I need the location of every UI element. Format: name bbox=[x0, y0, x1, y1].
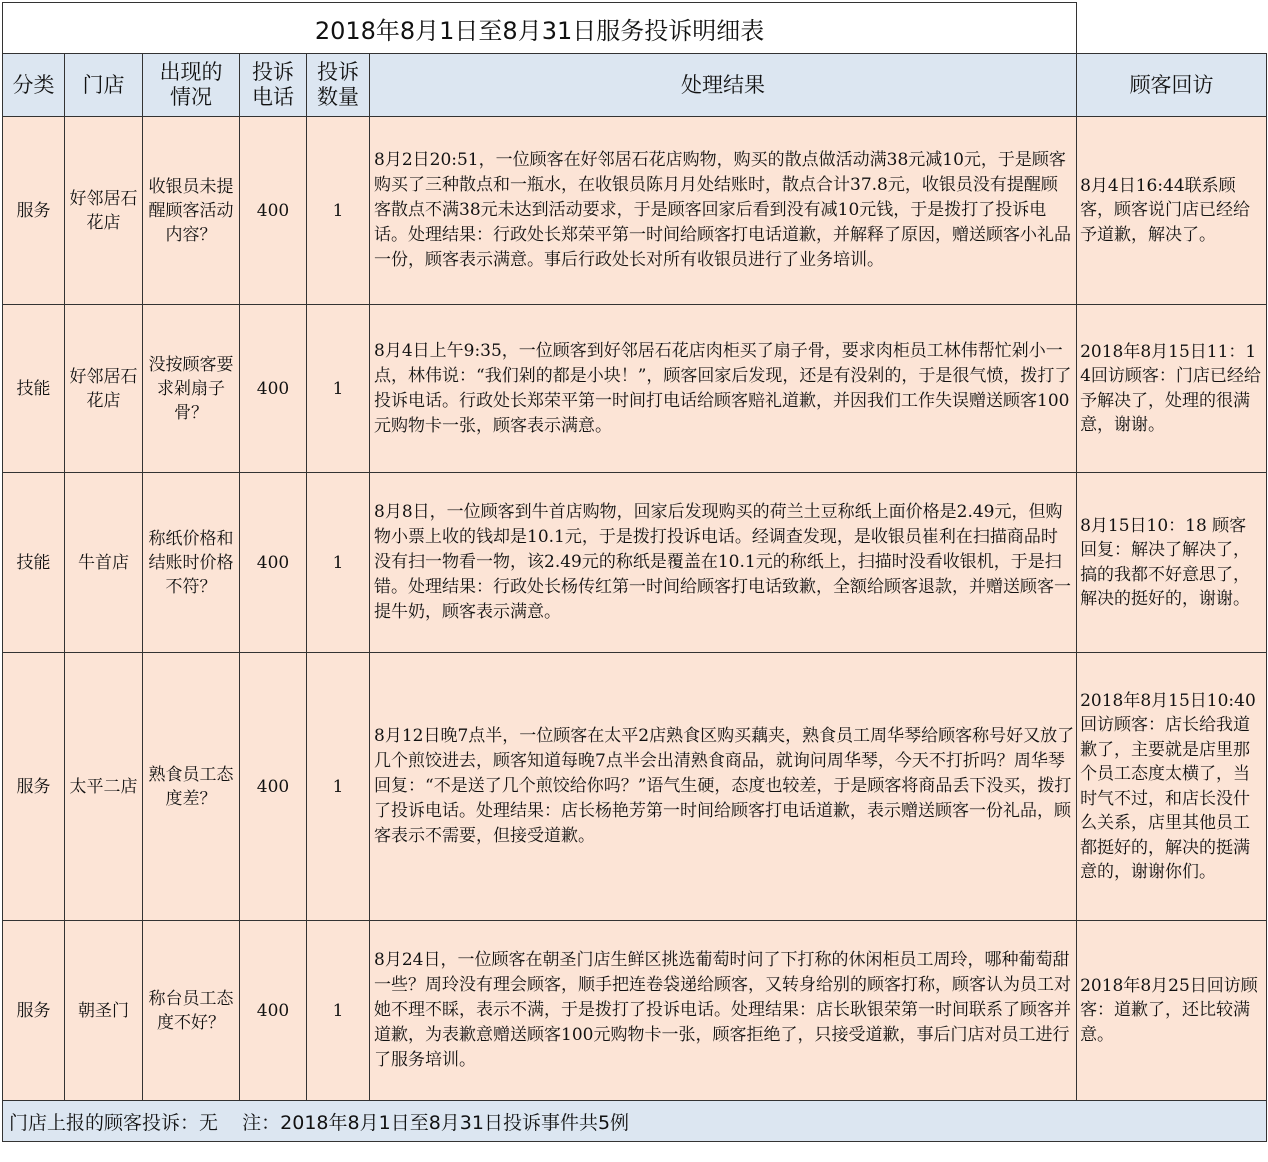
complaint-table bbox=[2, 2, 1267, 1142]
header-phone: 投诉电话 bbox=[240, 54, 307, 117]
cell-phone: 400 bbox=[240, 921, 307, 1101]
cell-result: 8月2日20:51，一位顾客在好邻居石花店购物，购买的散点做活动满38元减10元，于是顾客购买了三种散点和一瓶水，在收银员陈月月处结账时，散点合计37.8元，收银员没有提醒顾客散点不满38元未达到活动要求，于是顾客回家后看到没有减10元钱，于是拨打了投诉电话。处理结果：行政处长郑荣平第一时间给顾客打电话道歉，并解释了原因，赠送顾客小礼品一份，顾客表示满意。事后行政处长对所有收银员进行了业务培训。 bbox=[370, 117, 1077, 305]
header-revisit: 顾客回访 bbox=[1077, 54, 1267, 117]
footer-note: 门店上报的顾客投诉：无 注：2018年8月1日至8月31日投诉事件共5例 bbox=[3, 1101, 1267, 1142]
cell-phone: 400 bbox=[240, 653, 307, 921]
cell-result: 8月4日上午9:35，一位顾客到好邻居石花店肉柜买了扇子骨，要求肉柜员工林伟帮忙剁小一点，林伟说：“我们剁的都是小块！”，顾客回家后发现，还是有没剁的，于是很气愤，拨打了投诉电话。行政处长郑荣平第一时间打电话给顾客赔礼道歉，并因我们工作失误赠送顾客100元购物卡一张，顾客表示满意。 bbox=[370, 305, 1077, 473]
header-category: 分类 bbox=[3, 54, 65, 117]
cell-store: 牛首店 bbox=[65, 473, 143, 653]
cell-situation: 收银员未提醒顾客活动内容？ bbox=[143, 117, 240, 305]
cell-situation: 熟食员工态度差？ bbox=[143, 653, 240, 921]
cell-count: 1 bbox=[307, 921, 370, 1101]
cell-count: 1 bbox=[307, 117, 370, 305]
header-row bbox=[3, 54, 1267, 117]
header-store: 门店 bbox=[65, 54, 143, 117]
cell-result: 8月12日晚7点半，一位顾客在太平2店熟食区购买藕夹，熟食员工周华琴给顾客称号好又放了几个煎饺进去，顾客知道每晚7点半会出清熟食商品，就询问周华琴，今天不打折吗？周华琴回复：“不是送了几个煎饺给你吗？”语气生硬，态度也较差，于是顾客将商品丢下没买，拨打了投诉电话。处理结果：店长杨艳芳第一时间给顾客打电话道歉，表示赠送顾客一份礼品，顾客表示不需要，但接受道歉。 bbox=[370, 653, 1077, 921]
table-row bbox=[3, 653, 1267, 921]
cell-result: 8月8日，一位顾客到牛首店购物，回家后发现购买的荷兰土豆称纸上面价格是2.49元，但购物小票上收的钱却是10.1元，于是拨打投诉电话。经调查发现，是收银员崔利在扫描商品时没有扫一物看一物，该2.49元的称纸是覆盖在10.1元的称纸上，扫描时没看收银机，于是扫错。处理结果：行政处长杨传红第一时间给顾客打电话致歉，全额给顾客退款，并赠送顾客一提牛奶，顾客表示满意。 bbox=[370, 473, 1077, 653]
cell-phone: 400 bbox=[240, 473, 307, 653]
cell-count: 1 bbox=[307, 305, 370, 473]
header-situation: 出现的情况 bbox=[143, 54, 240, 117]
cell-category: 技能 bbox=[3, 305, 65, 473]
table-row bbox=[3, 473, 1267, 653]
cell-store: 朝圣门 bbox=[65, 921, 143, 1101]
cell-revisit: 2018年8月15日10:40回访顾客：店长给我道歉了，主要就是店里那个员工态度太横了，当时气不过，和店长没什么关系，店里其他员工都挺好的，解决的挺满意的，谢谢你们。 bbox=[1077, 653, 1267, 921]
cell-situation: 没按顾客要求剁扇子骨？ bbox=[143, 305, 240, 473]
cell-category: 服务 bbox=[3, 117, 65, 305]
cell-category: 服务 bbox=[3, 653, 65, 921]
cell-store: 好邻居石花店 bbox=[65, 117, 143, 305]
header-result: 处理结果 bbox=[370, 54, 1077, 117]
complaint-sheet bbox=[2, 2, 1266, 1160]
header-count: 投诉数量 bbox=[307, 54, 370, 117]
cell-revisit: 8月4日16:44联系顾客，顾客说门店已经给予道歉，解决了。 bbox=[1077, 117, 1267, 305]
table-row bbox=[3, 117, 1267, 305]
cell-store: 太平二店 bbox=[65, 653, 143, 921]
title-blank-cell bbox=[1077, 3, 1267, 54]
cell-count: 1 bbox=[307, 473, 370, 653]
cell-revisit: 8月15日10：18 顾客回复：解决了解决了，搞的我都不好意思了，解决的挺好的，谢谢。 bbox=[1077, 473, 1267, 653]
cell-count: 1 bbox=[307, 653, 370, 921]
table-row bbox=[3, 305, 1267, 473]
cell-situation: 称台员工态度不好？ bbox=[143, 921, 240, 1101]
cell-category: 服务 bbox=[3, 921, 65, 1101]
table-row bbox=[3, 921, 1267, 1101]
cell-result: 8月24日，一位顾客在朝圣门店生鲜区挑选葡萄时问了下打称的休闲柜员工周玲，哪种葡萄甜一些？周玲没有理会顾客，顺手把连卷袋递给顾客，又转身给别的顾客打称，顾客认为员工对她不理不睬，表示不满，于是拨打了投诉电话。处理结果：店长耿银荣第一时间联系了顾客并道歉，为表歉意赠送顾客100元购物卡一张，顾客拒绝了，只接受道歉，事后门店对员工进行了服务培训。 bbox=[370, 921, 1077, 1101]
cell-store: 好邻居石花店 bbox=[65, 305, 143, 473]
cell-situation: 称纸价格和结账时价格不符？ bbox=[143, 473, 240, 653]
table-title: 2018年8月1日至8月31日服务投诉明细表 bbox=[3, 3, 1077, 54]
cell-phone: 400 bbox=[240, 117, 307, 305]
cell-revisit: 2018年8月15日11：14回访顾客：门店已经给予解决了，处理的很满意，谢谢。 bbox=[1077, 305, 1267, 473]
cell-revisit: 2018年8月25日回访顾客：道歉了，还比较满意。 bbox=[1077, 921, 1267, 1101]
cell-phone: 400 bbox=[240, 305, 307, 473]
cell-category: 技能 bbox=[3, 473, 65, 653]
